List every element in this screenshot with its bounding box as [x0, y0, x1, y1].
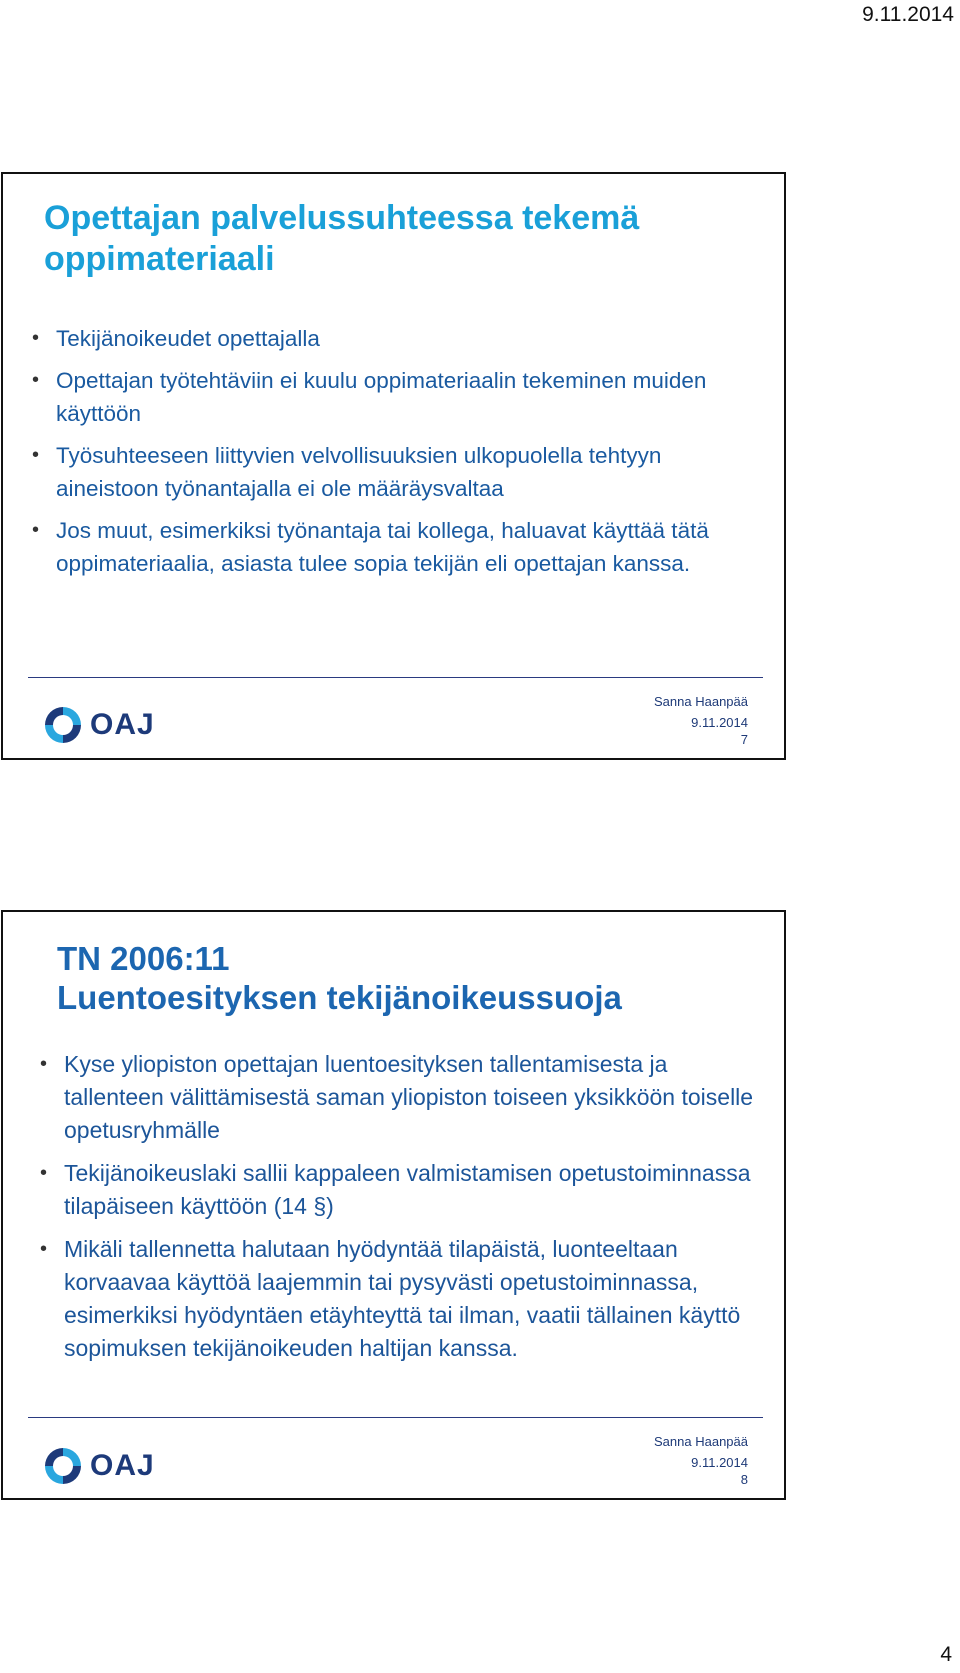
- oaj-logo: [42, 704, 155, 746]
- logo-text: OAJ: [90, 1449, 155, 1482]
- slide-footer-meta: [654, 691, 748, 747]
- bullet-dot-icon: •: [32, 327, 40, 349]
- footer-divider: [28, 677, 763, 678]
- oaj-logo: [42, 1445, 155, 1487]
- slide-7: [1, 172, 786, 760]
- bullet-dot-icon: •: [32, 519, 40, 541]
- slide-title: [44, 198, 639, 280]
- oaj-swirl-logo-icon: [42, 704, 84, 746]
- bullet-dot-icon: •: [32, 369, 40, 391]
- slide-date: 9.11.2014: [691, 715, 748, 730]
- author-name: Sanna Haanpää: [654, 1434, 748, 1449]
- bullet-text: Työsuhteeseen liittyvien velvollisuuksien ulkopuolella tehtyyn aineistoon työnantajalla ei ole määräysvaltaa: [56, 443, 662, 501]
- bullet-dot-icon: •: [40, 1053, 48, 1075]
- bullet-item: [40, 1048, 760, 1147]
- bullet-text: Kyse yliopiston opettajan luentoesityksen tallentamisesta ja tallenteen välittämisestä saman yliopiston toiseen yksikköön toiselle opetusryhmälle: [64, 1051, 754, 1143]
- author-name: Sanna Haanpää: [654, 694, 748, 709]
- bullet-item: [32, 439, 752, 505]
- slide-title-line-1: Opettajan palvelussuhteessa tekemä: [44, 199, 640, 237]
- slide-title: [57, 940, 622, 1017]
- bullet-dot-icon: •: [40, 1238, 48, 1260]
- page-number: 4: [940, 1643, 952, 1666]
- bullet-item: [32, 322, 752, 355]
- bullet-dot-icon: •: [32, 444, 40, 466]
- slide-date: 9.11.2014: [691, 1455, 748, 1470]
- slide-number: 7: [740, 732, 748, 747]
- bullet-text: Tekijänoikeudet opettajalla: [56, 326, 320, 351]
- slide-title-line-1: TN 2006:11: [57, 940, 230, 977]
- slide-title-line-2: oppimateriaali: [44, 239, 275, 278]
- bullet-dot-icon: •: [40, 1162, 48, 1184]
- slide-title-line-2: Luentoesityksen tekijänoikeussuoja: [57, 978, 622, 1016]
- slide-number: 8: [740, 1472, 748, 1487]
- bullet-item: [32, 514, 752, 580]
- bullet-item: [32, 364, 752, 430]
- slide-footer-meta: [654, 1431, 748, 1487]
- logo-text: OAJ: [90, 708, 155, 741]
- page-header-date: 9.11.2014: [862, 3, 954, 26]
- oaj-swirl-logo-icon: [42, 1445, 84, 1487]
- bullet-item: [40, 1157, 760, 1223]
- bullet-text: Mikäli tallennetta halutaan hyödyntää tilapäistä, luonteeltaan korvaavaa käyttöä laajemmin tai pysyvästi opetustoiminnassa, esimerkiksi hyödyntäen etäyhteyttä tai ilman, vaatii tällainen käyttö sopimuksen tekijänoikeuden haltijan kanssa.: [64, 1236, 741, 1361]
- bullet-item: [40, 1233, 760, 1365]
- bullet-text: Opettajan työtehtäviin ei kuulu oppimateriaalin tekeminen muiden käyttöön: [56, 368, 707, 426]
- slide-8: [1, 910, 786, 1500]
- bullet-list: [40, 1048, 760, 1375]
- bullet-text: Jos muut, esimerkiksi työnantaja tai kollega, haluavat käyttää tätä oppimateriaalia, asiasta tulee sopia tekijän eli opettajan kanssa.: [56, 518, 709, 576]
- bullet-list: [32, 322, 752, 589]
- bullet-text: Tekijänoikeuslaki sallii kappaleen valmistamisen opetustoiminnassa tilapäiseen käyttöön (14 §): [64, 1160, 751, 1219]
- footer-divider: [28, 1417, 763, 1418]
